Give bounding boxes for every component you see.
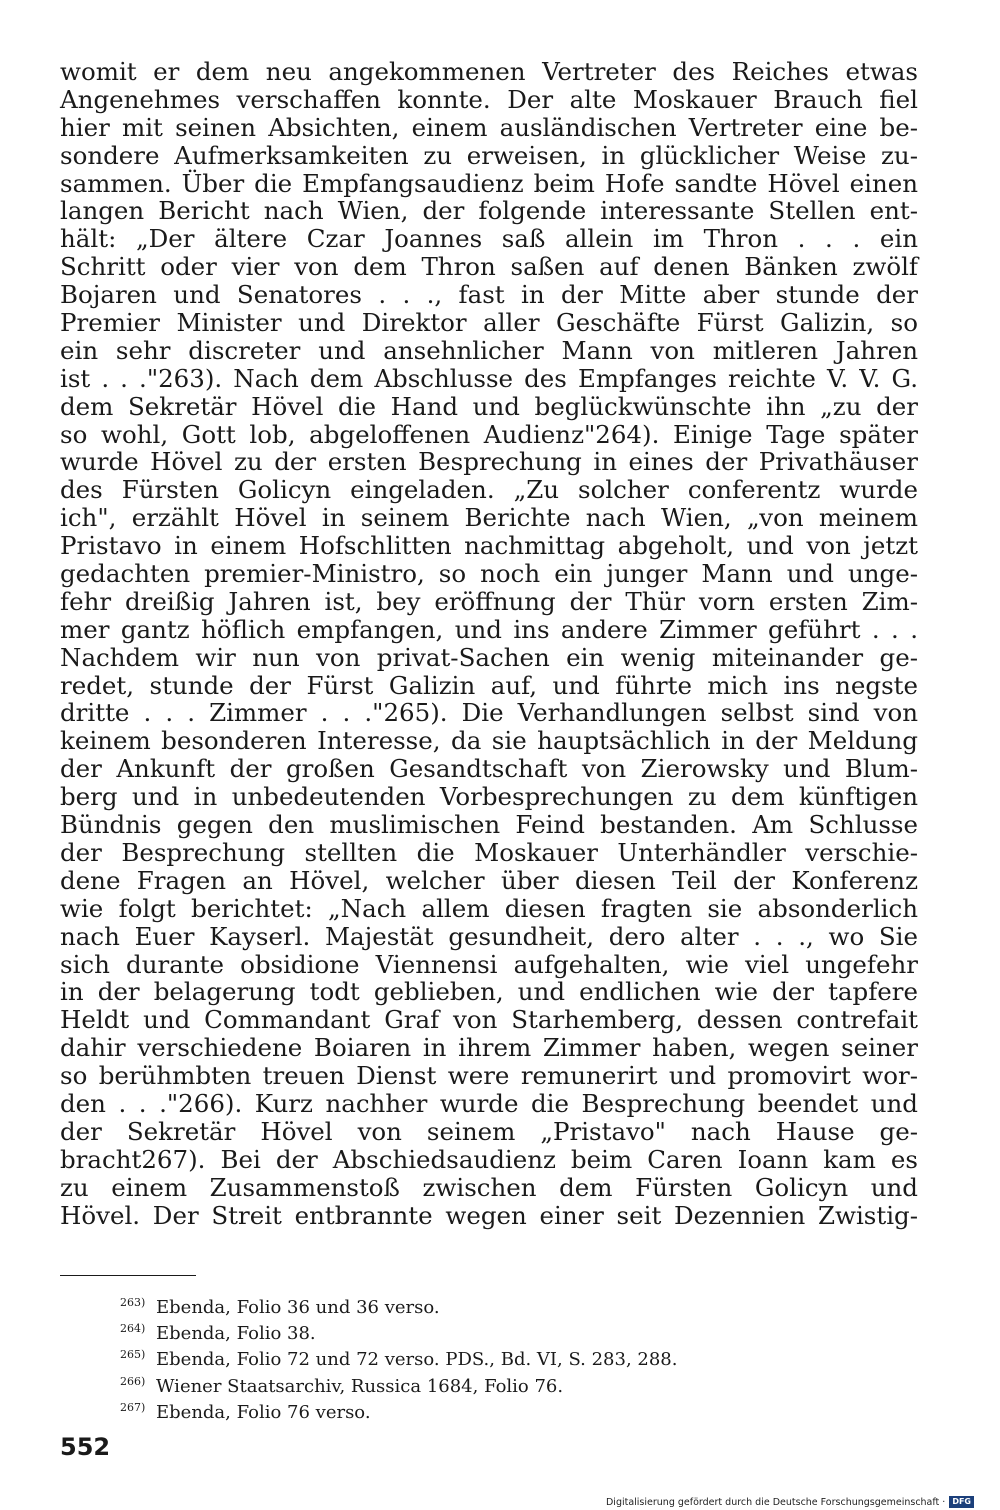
text-line: so berühmbten treuen Dienst were remunerirt und promovirt wor- bbox=[60, 1061, 918, 1091]
text-line: Nachdem wir nun von privat-Sachen ein wenig miteinander ge- bbox=[60, 642, 918, 672]
text-line: mer gantz höflich empfangen, und ins andere Zimmer geführt . . . bbox=[60, 614, 918, 644]
text-line: Heldt und Commandant Graf von Starhemberg, dessen contrefait bbox=[60, 1005, 918, 1035]
text-line: ein sehr discreter und ansehnlicher Mann von mitleren Jahren bbox=[60, 335, 918, 365]
footnote-separator bbox=[60, 1275, 196, 1276]
dfg-logo-icon: DFG bbox=[949, 1496, 974, 1508]
digitization-credit bbox=[606, 1496, 974, 1508]
credit-text: Digitalisierung gefördert durch die Deutsche Forschungsgemeinschaft · bbox=[605, 1496, 946, 1508]
text-line: dritte . . . Zimmer . . ."265). Die Verhandlungen selbst sind von bbox=[60, 698, 918, 728]
text-line: in der belagerung todt geblieben, und endlichen wie der tapfere bbox=[60, 977, 918, 1007]
text-line: nach Euer Kayserl. Majestät gesundheit, dero alter . . ., wo Sie bbox=[60, 921, 918, 951]
footnote-text: Ebenda, Folio 38. bbox=[156, 1323, 316, 1345]
text-line: sich durante obsidione Viennensi aufgehalten, wie viel ungefehr bbox=[60, 949, 918, 979]
text-line: der Ankunft der großen Gesandtschaft von Zierowsky und Blum- bbox=[60, 754, 918, 784]
text-line: den . . ."266). Kurz nachher wurde die Besprechung beendet und bbox=[60, 1088, 918, 1118]
text-line: dahir verschiedene Boiaren in ihrem Zimmer haben, wegen seiner bbox=[60, 1033, 918, 1063]
footnote bbox=[120, 1344, 677, 1370]
text-line: so wohl, Gott lob, abgeloffenen Audienz"264). Einige Tage später bbox=[60, 419, 918, 449]
text-line: gedachten premier-Ministro, so noch ein junger Mann und unge- bbox=[60, 559, 918, 589]
text-line: Bojaren und Senatores . . ., fast in der Mitte aber stunde der bbox=[60, 280, 918, 310]
footnote-text: Ebenda, Folio 76 verso. bbox=[156, 1401, 371, 1423]
text-line: Angenehmes verschaffen konnte. Der alte Moskauer Brauch fiel bbox=[60, 84, 918, 114]
text-line: langen Bericht nach Wien, der folgende interessante Stellen ent- bbox=[60, 196, 918, 226]
text-line: sondere Aufmerksamkeiten zu erweisen, in glücklicher Weise zu- bbox=[60, 140, 918, 170]
footnote-number: 264) bbox=[120, 1322, 146, 1336]
page-content bbox=[60, 58, 918, 1229]
text-line: wurde Hövel zu der ersten Besprechung in eines der Privathäuser bbox=[60, 447, 918, 477]
text-line: zu einem Zusammenstoß zwischen dem Fürsten Golicyn und bbox=[60, 1172, 918, 1202]
text-line: berg und in unbedeutenden Vorbesprechungen zu dem künftigen bbox=[60, 782, 918, 812]
text-line: wie folgt berichtet: „Nach allem diesen fragten sie absonderlich bbox=[60, 893, 918, 923]
text-line: sammen. Über die Empfangsaudienz beim Hofe sandte Hövel einen bbox=[60, 168, 918, 198]
text-line: Hövel. Der Streit entbrannte wegen einer seit Dezennien Zwistig- bbox=[60, 1200, 918, 1230]
text-line: Schritt oder vier von dem Thron saßen auf denen Bänken zwölf bbox=[60, 252, 918, 282]
text-line: redet, stunde der Fürst Galizin auf, und führte mich ins negste bbox=[60, 670, 918, 700]
page-number: 552 bbox=[60, 1433, 111, 1461]
footnote-number: 265) bbox=[120, 1348, 146, 1362]
text-line: der Besprechung stellten die Moskauer Unterhändler verschie- bbox=[60, 837, 918, 867]
footnote bbox=[120, 1397, 677, 1423]
footnote-text: Ebenda, Folio 72 und 72 verso. PDS., Bd. VI, S. 283, 288. bbox=[156, 1349, 678, 1371]
text-line: Bündnis gegen den muslimischen Feind bestanden. Am Schlusse bbox=[60, 810, 918, 840]
footnote-number: 263) bbox=[120, 1296, 146, 1309]
text-line: Premier Minister und Direktor aller Geschäfte Fürst Galizin, so bbox=[60, 308, 918, 338]
text-line: ich", erzählt Hövel in seinem Berichte nach Wien, „von meinem bbox=[60, 503, 918, 533]
text-line: dene Fragen an Hövel, welcher über diesen Teil der Konferenz bbox=[60, 865, 918, 895]
footnote bbox=[120, 1318, 677, 1344]
text-line: hält: „Der ältere Czar Joannes saß allein im Thron . . . ein bbox=[60, 224, 918, 254]
footnote-number: 266) bbox=[120, 1374, 146, 1388]
text-line: fehr dreißig Jahren ist, bey eröffnung der Thür vorn ersten Zim- bbox=[60, 586, 918, 616]
footnote bbox=[120, 1292, 677, 1318]
footnote-number: 267) bbox=[120, 1400, 146, 1414]
text-line: ist . . ."263). Nach dem Abschlusse des Empfanges reichte V. V. G. bbox=[60, 363, 918, 393]
text-line: hier mit seinen Absichten, einem ausländischen Vertreter eine be- bbox=[60, 112, 918, 142]
footnote-text: Wiener Staatsarchiv, Russica 1684, Folio 76. bbox=[156, 1375, 564, 1397]
text-line: Pristavo in einem Hofschlitten nachmittag abgeholt, und von jetzt bbox=[60, 531, 918, 561]
footnote-text: Ebenda, Folio 36 und 36 verso. bbox=[156, 1297, 440, 1318]
footnotes bbox=[120, 1292, 677, 1423]
text-line: dem Sekretär Hövel die Hand und beglückwünschte ihn „zu der bbox=[60, 391, 918, 421]
text-line: bracht267). Bei der Abschiedsaudienz beim Caren Ioann kam es bbox=[60, 1144, 918, 1174]
text-line: womit er dem neu angekommenen Vertreter des Reiches etwas bbox=[60, 57, 918, 86]
text-line: keinem besonderen Interesse, da sie hauptsächlich in der Meldung bbox=[60, 726, 918, 756]
text-line: des Fürsten Golicyn eingeladen. „Zu solcher conferentz wurde bbox=[60, 475, 918, 505]
text-line: der Sekretär Hövel von seinem „Pristavo" nach Hause ge- bbox=[60, 1116, 918, 1146]
body-text bbox=[60, 58, 918, 1229]
footnote bbox=[120, 1371, 677, 1397]
